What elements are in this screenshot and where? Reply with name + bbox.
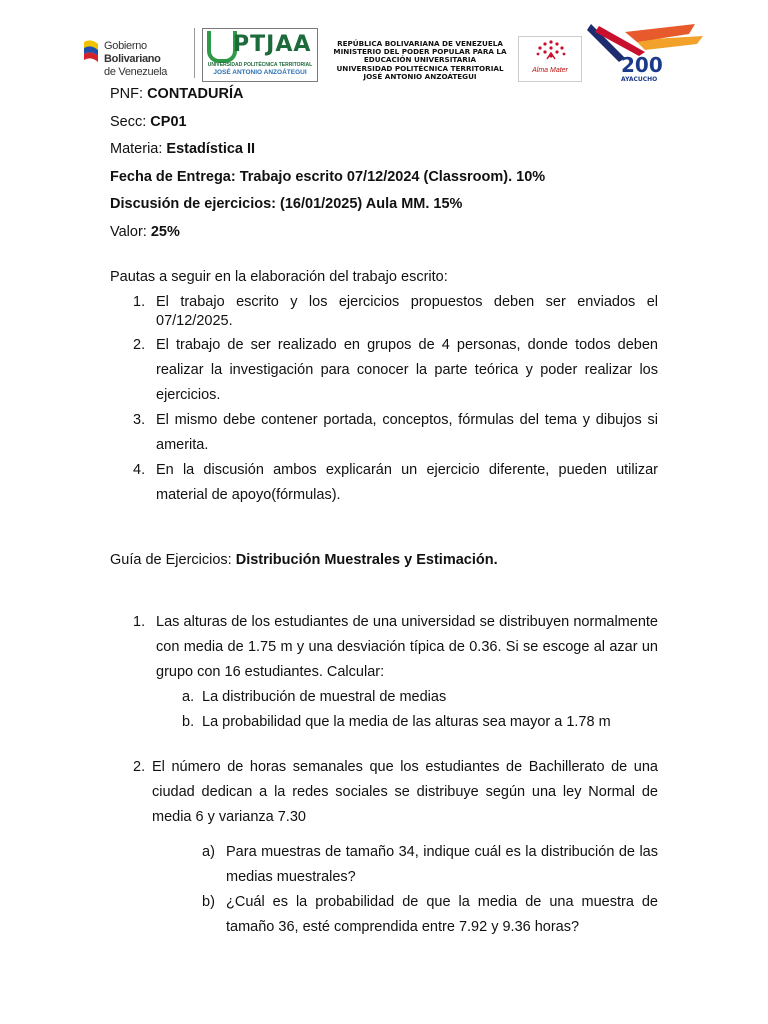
list-item [110, 293, 658, 331]
pnf-value: CONTADURÍA [147, 86, 244, 102]
gobierno-bolivariano-logo [80, 32, 192, 76]
fecha-entrega-line: Fecha de Entrega: Trabajo escrito 07/12/2024 (Classroom). 10% [110, 168, 546, 185]
sub-item-text: Para muestras de tamaño 34, indique cuál es la distribución de las medias muestrales? [226, 844, 658, 885]
sub-item-text: La distribución de muestral de medias [202, 689, 447, 705]
document-body [110, 84, 658, 940]
materia-label: Materia: [110, 141, 167, 157]
list-item-text: El trabajo de ser realizado en grupos de 4 personas, donde todos deben realizar la investigación para conocer la parte teórica y poder realizar los ejercicios. [156, 337, 658, 403]
republica-line: UNIVERSIDAD POLITÉCNICA TERRITORIAL [336, 63, 504, 73]
exercise-text: Las alturas de los estudiantes de una universidad se distribuyen normalmente con media de 1.75 m y una desviación típica de 0.36. Si se escoge al azar un grupo con 16 estudiantes. Calcular: [156, 614, 658, 680]
exercise-2-statement [110, 755, 658, 830]
materia-value: Estadística II [166, 141, 256, 157]
uptjaa-logo [202, 28, 318, 82]
list-item-text: El trabajo escrito y los ejercicios propuestos deben ser enviados el 07/12/2025. [156, 294, 658, 329]
valor-value: 25% [150, 223, 180, 240]
secc-value: CP01 [150, 113, 187, 130]
sub-item-letter: b. [182, 714, 195, 730]
exercise-1-subitems [110, 685, 658, 735]
secc-label: Secc: [110, 113, 151, 130]
list-item [110, 458, 658, 508]
alma-mater-logo [518, 36, 582, 82]
discusion-line: Discusión de ejercicios: (16/01/2025) Aula MM. 15% [110, 196, 463, 212]
alma-mater-text: Alma Mater [532, 67, 568, 74]
pautas-list [110, 293, 658, 508]
guia-title: Distribución Muestrales y Estimación. [235, 552, 498, 568]
alma-mater-star-icon [529, 39, 573, 61]
sub-item-letter: b) [202, 894, 215, 910]
header-logos [80, 22, 705, 82]
sub-item [156, 685, 658, 710]
exercise-number: 1. [133, 614, 146, 630]
sub-item-letter: a) [202, 844, 215, 860]
list-item [110, 408, 658, 458]
republica-line: REPÚBLICA BOLIVARIANA DE VENEZUELA [337, 39, 503, 48]
list-number: 3. [133, 412, 146, 428]
exercise-text: El número de horas semanales que los estudiantes de Bachillerato de una ciudad dedican a la redes sociales se distribuye según una ley Normal de media 6 y varianza 7.30 [152, 759, 658, 825]
sub-item-letter: a. [182, 689, 195, 705]
pnf-line [110, 84, 658, 112]
list-number: 1. [133, 294, 146, 310]
valor-label: Valor: [110, 223, 151, 240]
sub-item [110, 890, 658, 940]
exercise-number: 2. [133, 759, 146, 775]
sub-item [110, 840, 658, 890]
pautas-intro: Pautas a seguir en la elaboración del trabajo escrito: [110, 269, 448, 285]
sub-item-text: La probabilidad que la media de las alturas sea mayor a 1.78 m [202, 714, 611, 730]
pnf-label: PNF: [110, 86, 148, 102]
list-item-text: En la discusión ambos explicarán un ejercicio diferente, pueden utilizar material de apoyo(fórmulas). [156, 462, 658, 503]
list-number: 2. [133, 337, 146, 353]
exercise-1 [110, 610, 658, 735]
svg-text:200: 200 [621, 53, 663, 77]
republica-header-text [325, 40, 515, 81]
secc-line [110, 112, 658, 140]
republica-line: MINISTERIO DEL PODER POPULAR PARA LA [333, 47, 507, 57]
guia-heading [110, 550, 658, 570]
exercise-2-subitems [110, 840, 658, 940]
list-number: 4. [133, 462, 146, 478]
sub-item [156, 710, 658, 735]
valor-line [110, 222, 658, 250]
uptjaa-subtitle-name: JOSÉ ANTONIO ANZOÁTEGUI [213, 69, 307, 76]
svg-text:AYACUCHO: AYACUCHO [621, 76, 658, 83]
list-item-text: El mismo debe contener portada, conceptos, fórmulas del tema y dibujos si amerita. [156, 412, 658, 453]
bicentenario-ayacucho-logo [585, 22, 703, 84]
republica-line: EDUCACIÓN UNIVERSITARIA [363, 55, 477, 65]
list-item [110, 333, 658, 408]
divider [194, 28, 195, 78]
uptjaa-subtitle: UNIVERSIDAD POLITÉCNICA TERRITORIAL [207, 62, 313, 68]
venezuela-flag-icon [82, 38, 100, 66]
gobierno-text: Gobierno Bolivariano de Venezuela [104, 40, 168, 78]
uptjaa-wordmark: PTJAA [233, 32, 312, 57]
exercise-1-statement [110, 610, 658, 685]
guia-label: Guía de Ejercicios: [110, 552, 236, 568]
republica-line: JOSÉ ANTONIO ANZOÁTEGUI [363, 71, 477, 81]
materia-line [110, 139, 658, 167]
sub-item-text: ¿Cuál es la probabilidad de que la media de una muestra de tamaño 36, esté comprendida entre 7.92 y 9.36 horas? [226, 894, 658, 935]
